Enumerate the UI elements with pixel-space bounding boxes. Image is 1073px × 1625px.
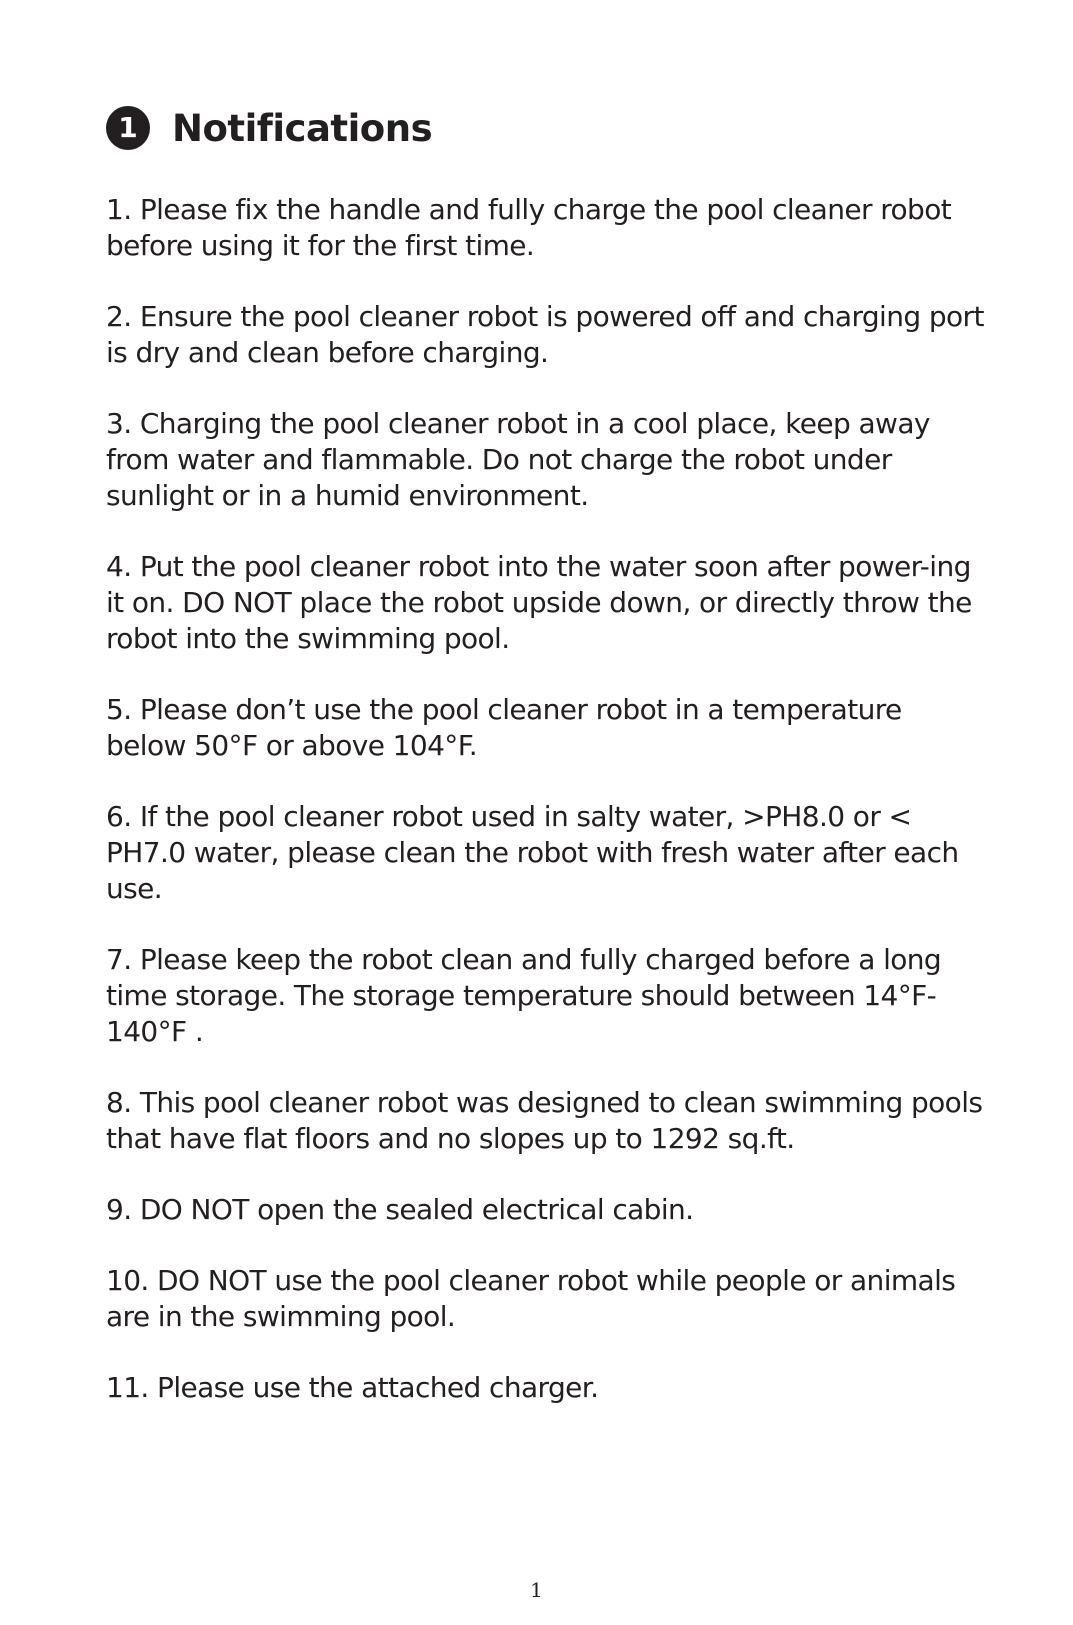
notification-list bbox=[106, 192, 986, 1441]
notification-item: 4. Put the pool cleaner robot into the water soon after power-ing it on. DO NOT place the robot upside down, or directly throw the robot into the swimming pool. bbox=[106, 550, 972, 655]
page-number: 1 bbox=[530, 1578, 543, 1602]
notification-item: 1. Please fix the handle and fully charge the pool cleaner robot before using it for the first time. bbox=[106, 193, 952, 262]
notification-item: 2. Ensure the pool cleaner robot is powered off and charging port is dry and clean before charging. bbox=[106, 300, 984, 369]
section-title: Notifications bbox=[172, 106, 433, 150]
notification-item: 5. Please don’t use the pool cleaner robot in a temperature below 50°F or above 104°F. bbox=[106, 693, 902, 762]
notification-item: 3. Charging the pool cleaner robot in a cool place, keep away from water and flammable. Do not charge the robot under sunlight or in a humid environment. bbox=[106, 407, 930, 512]
notification-item: 8. This pool cleaner robot was designed to clean swimming pools that have flat floors and no slopes up to 1292 sq.ft. bbox=[106, 1086, 983, 1155]
notification-item: 11. Please use the attached charger. bbox=[106, 1371, 599, 1404]
notification-item: 10. DO NOT use the pool cleaner robot while people or animals are in the swimming pool. bbox=[106, 1264, 956, 1333]
notification-item: 7. Please keep the robot clean and fully charged before a long time storage. The storage temperature should between 14°F-140°F . bbox=[106, 943, 942, 1048]
section-number-badge: 1 bbox=[106, 106, 150, 150]
section-heading bbox=[106, 106, 432, 150]
notification-item: 6. If the pool cleaner robot used in salty water, >PH8.0 or < PH7.0 water, please clean the robot with fresh water after each use. bbox=[106, 800, 959, 905]
notification-item: 9. DO NOT open the sealed electrical cabin. bbox=[106, 1193, 694, 1226]
